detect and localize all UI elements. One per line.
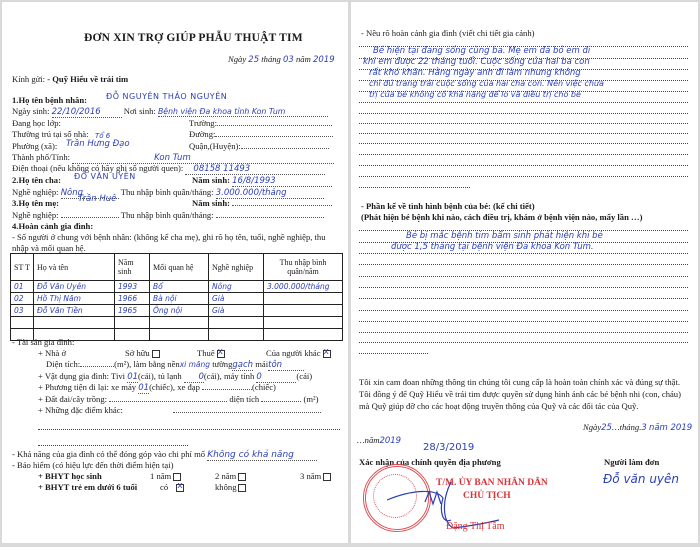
illness-line-2[interactable]: được 1,5 tháng tại bệnh viện Đa khoa Kon Tum. [391, 242, 594, 252]
floor-field[interactable]: xi măng [179, 360, 211, 369]
ward-field[interactable]: Trần Hưng Đạo [66, 139, 130, 149]
street-row: Đường: [189, 129, 339, 139]
circumstances-line[interactable] [359, 123, 688, 124]
land-row: + Đất đai/cây trồng: diện tích (m²) [38, 394, 319, 404]
declaration-month[interactable]: 3 [641, 423, 647, 433]
applicant-label: Người làm đơn [604, 457, 660, 467]
circumstances-line[interactable] [359, 143, 688, 144]
declaration-line-1: Tôi xin cam đoan những thông tin chúng tôi cung cấp là hoàn toàn chính xác và đúng sự thật. [359, 377, 681, 387]
city-row: Thành phố/Tỉnh: Kon Tum [12, 152, 342, 164]
insurance-student-label: + BHYT học sinh [38, 471, 102, 481]
mother-section-label: 3.Họ tên mẹ: [12, 198, 60, 208]
circumstances-line[interactable] [359, 176, 688, 177]
father-birth-row: Năm sinh: 16/8/1993 [192, 175, 342, 187]
mother-job-field[interactable] [61, 217, 119, 218]
circumstances-label: - Nêu rõ hoàn cảnh gia đình (viết chi tiết gia cảnh) [361, 28, 535, 38]
phone-field[interactable]: 08158 11493 [185, 164, 325, 175]
mother-job-row: Nghề nghiệp: Thu nhập bình quân/tháng: [12, 210, 342, 220]
ward-label: Phường (xã): [12, 141, 58, 151]
illness-line[interactable] [359, 264, 688, 265]
house-own-option[interactable]: Sở hữu [125, 348, 160, 358]
father-birth-field[interactable]: 16/8/1993 [232, 176, 332, 187]
table-header-row [11, 254, 343, 281]
illness-line[interactable] [359, 253, 688, 254]
bicycle-count-field[interactable] [202, 389, 252, 390]
class-label: Đang học lớp: [12, 118, 61, 128]
father-job-field[interactable]: Nông [61, 188, 119, 199]
insurance-label: - Bảo hiểm (có hiệu lực đến thời điểm hiện tại) [12, 460, 174, 470]
table-row [11, 317, 343, 329]
insurance-child-label: + BHYT trẻ em dưới 6 tuổi [38, 482, 138, 492]
insurance-child-no-checkbox[interactable] [238, 484, 246, 492]
mother-name-field[interactable]: Trần Huê [78, 194, 117, 204]
circumstances-line[interactable] [359, 154, 688, 155]
patient-dob-field[interactable]: 22/10/2016 [52, 107, 122, 118]
declaration-date: Ngày25…tháng.3 năm 2019 [583, 422, 693, 433]
house-rent-option[interactable]: Thuê x [197, 348, 225, 358]
assets-label: - Tài sản gia đình: [12, 337, 75, 347]
father-income-field[interactable]: 3.000.000/tháng [216, 188, 324, 199]
fridge-count-field[interactable]: 0 [184, 372, 204, 383]
wall-field[interactable]: gạch [232, 360, 254, 370]
patient-dob-row: Ngày sinh: 22/10/2016 Nơi sinh: Bệnh viện Đa khoa tỉnh Kon Tum [12, 106, 342, 118]
illness-label: - Phần kể về tình hình bệnh của bé: (kể chi tiết) [361, 201, 535, 211]
school-field[interactable] [217, 125, 332, 126]
declaration-line-3: mà Quỹ giúp đỡ cho các hoạt động truyền thông của Quỹ và các đối tác của Quỹ. [359, 401, 639, 411]
patient-name-field[interactable]: ĐỖ NGUYÊN THẢO NGUYÊN [106, 92, 228, 101]
circumstances-line-1[interactable]: Bé hiện tại đang sống cùng ba. Mẹ em đã bỏ em đi [373, 46, 591, 56]
insurance-1y-option[interactable]: 1 năm [150, 471, 181, 481]
circumstances-line[interactable] [359, 102, 688, 103]
form-page-right [351, 2, 698, 543]
circumstances-line[interactable] [359, 133, 688, 134]
declaration-year[interactable]: năm 2019 [648, 423, 693, 433]
vehicle-row: + Phương tiện đi lại: xe máy 01(chiếc), xe đạp (chiếc) [38, 382, 276, 393]
applicant-signature: Đỗ văn uyên [603, 472, 680, 486]
circumstances-line[interactable] [359, 113, 688, 114]
own-checkbox[interactable] [152, 350, 160, 358]
mother-birth-field[interactable] [232, 205, 332, 206]
stamp-role: CHỦ TỊCH [463, 491, 511, 501]
col-relation: Mối quan hệ [150, 254, 209, 281]
contribution-field[interactable]: Không có khả năng [207, 450, 317, 461]
circumstances-line[interactable] [359, 165, 688, 166]
street-field[interactable] [215, 136, 333, 137]
ward-group-field[interactable]: Tổ 6 [95, 132, 111, 140]
mother-income-field[interactable] [216, 217, 324, 218]
insurance-child-no-option[interactable]: không [215, 482, 246, 492]
cohabitants-note-2: nhập và mối quan hệ. [12, 243, 86, 253]
declaration-line-2: Tôi đồng ý để Quỹ Hiểu về trái tim được quyền sử dụng hình ảnh các bé bệnh nhi (con, cháu) [359, 389, 681, 399]
local-confirm-label: Xác nhận của chính quyền địa phương [359, 457, 501, 467]
confirm-date: 28/3/2019 [423, 442, 475, 453]
insurance-child-yes-checkbox-checked[interactable] [176, 484, 184, 492]
school-row: Trường: [189, 118, 339, 128]
illness-line[interactable] [359, 298, 688, 299]
stamp-title: T/M. ỦY BAN NHÂN DÂN [436, 478, 548, 488]
patient-birthplace-field[interactable]: Bệnh viện Đa khoa tỉnh Kon Tum [158, 107, 328, 117]
other-features-line[interactable] [38, 429, 340, 430]
mother-birth-row: Năm sinh: [192, 198, 342, 208]
house-area-row: Diện tích: (m²), làm bằng nềnxi măng tườnggạch máitôn [46, 359, 341, 371]
insurance-child-yes-option[interactable]: có x [160, 482, 184, 492]
col-stt: ST T [11, 254, 34, 281]
cohabitants-note: - Số người ở chung với bệnh nhân: (không kể cha mẹ), ghi rõ họ tên, tuổi, nghề nghiệp, thu [12, 232, 326, 242]
patient-section-label: 1.Họ tên bệnh nhân: [12, 95, 87, 105]
rent-checkbox-checked[interactable] [217, 350, 225, 358]
form-title: ĐƠN XIN TRỢ GIÚP PHẪU THUẬT TIM [84, 32, 303, 44]
area-field[interactable] [80, 366, 114, 367]
roof-field[interactable]: tôn [268, 360, 304, 371]
motorbike-count-field[interactable]: 01 [138, 383, 150, 393]
table-row: 02 Hồ Thị Năm 1966 Bà nội Già [11, 293, 343, 305]
illness-line[interactable] [359, 342, 688, 343]
other-features-row: + Những đặc điểm khác: [38, 405, 343, 415]
circumstances-line-5[interactable]: trị của bé không có khả năng để lo và điều trị cho bé [369, 90, 581, 99]
insurance-1y-checkbox[interactable] [173, 473, 181, 481]
col-birth-year: Năm sinh [115, 254, 150, 281]
circumstances-line-3[interactable]: rất khó khăn. Hằng ngày anh đi làm nhưng không [369, 68, 581, 78]
form-date-day[interactable]: 25 [248, 55, 260, 65]
father-name-field[interactable]: ĐỖ VĂN UYÊN [74, 172, 136, 181]
tv-count-field[interactable]: 01 [127, 372, 139, 382]
stamp-signer-name: Đặng Thị Tâm [446, 521, 505, 532]
table-row: 03 Đỗ Văn Tiền 1965 Ông nội Già [11, 305, 343, 317]
family-section-label: 4.Hoàn cảnh gia đình: [12, 221, 94, 231]
addressee-line: Kính gửi: - Quỹ Hiểu về trái tim [12, 74, 129, 84]
table-row: 01 Đỗ Văn Uyên 1993 Bố Nông 3.000.000/tháng [11, 281, 343, 293]
computer-count-field[interactable]: 0 [256, 372, 296, 383]
insurance-3y-option[interactable]: 3 năm [300, 471, 331, 481]
household-goods-row: + Vật dụng gia đình: Tivi 01(cái), tủ lạnh 0(cái), máy tính 0 (cái) [38, 371, 313, 382]
illness-line[interactable] [359, 321, 688, 322]
land-area-field[interactable] [261, 401, 301, 402]
phone-row: Điện thoại (nếu không có hãy ghi số người quen): 08158 11493 [12, 163, 342, 175]
other-features-field[interactable] [173, 412, 321, 413]
col-income: Thu nhập bình quân/năm [264, 254, 343, 281]
house-label: + Nhà ở [38, 348, 67, 358]
insurance-3y-checkbox[interactable] [323, 473, 331, 481]
other-features-line-2[interactable] [38, 445, 188, 446]
family-members-table [10, 253, 343, 341]
illness-line[interactable] [359, 310, 688, 311]
illness-line[interactable] [359, 353, 428, 354]
form-date-year[interactable]: 2019 [312, 55, 335, 65]
local-year-field[interactable]: 2019 [379, 436, 402, 446]
district-row: Quận,(Huyện): [189, 141, 339, 151]
land-field[interactable] [109, 401, 227, 402]
form-date-month[interactable]: 03 [283, 55, 294, 65]
father-job-row: Nghề nghiệp: Nông Thu nhập bình quân/tháng: 3.000.000/tháng [12, 187, 342, 199]
city-field[interactable]: Kon Tum [72, 153, 334, 164]
insurance-2y-checkbox[interactable] [238, 473, 246, 481]
house-other-option[interactable]: Của người khácx [266, 348, 331, 358]
circumstances-line[interactable] [359, 187, 470, 188]
illness-sublabel: (Phát hiện bé bệnh khi nào, cách điều trị, khám ở bệnh viện nào, mấy lần …) [361, 212, 643, 222]
insurance-2y-option[interactable]: 2 năm [215, 471, 246, 481]
illness-line[interactable] [359, 332, 688, 333]
illness-line[interactable] [359, 276, 688, 277]
illness-line[interactable] [359, 287, 688, 288]
contribution-row: - Khả năng của gia đình có thể đóng góp vào chi phí mổ Không có khả năng [12, 449, 342, 461]
circumstances-line-2[interactable]: khi em được 22 tháng tuổi. Cuộc sống của hai ba con [363, 57, 590, 67]
form-date: Ngày 25 tháng 03 năm 2019 [228, 54, 335, 65]
col-job: Nghề nghiệp [209, 254, 264, 281]
illness-line-1[interactable]: Bé bị mắc bệnh tim bẩm sinh phát hiện khi bé [406, 231, 603, 241]
district-field[interactable] [241, 148, 329, 149]
address-label: Thường trú tại số nhà: [12, 129, 89, 139]
local-year: …năm2019 [357, 435, 402, 446]
col-name: Họ và tên [34, 254, 115, 281]
form-page-left [2, 2, 348, 543]
other-checkbox-checked[interactable] [323, 350, 331, 358]
father-section-label: 2.Họ tên cha: [12, 175, 61, 185]
declaration-day[interactable]: 25 [601, 423, 612, 433]
circumstances-line-4[interactable]: chỉ đủ trang trải cuộc sống của hai cha con. Nên việc chữa [369, 79, 604, 88]
